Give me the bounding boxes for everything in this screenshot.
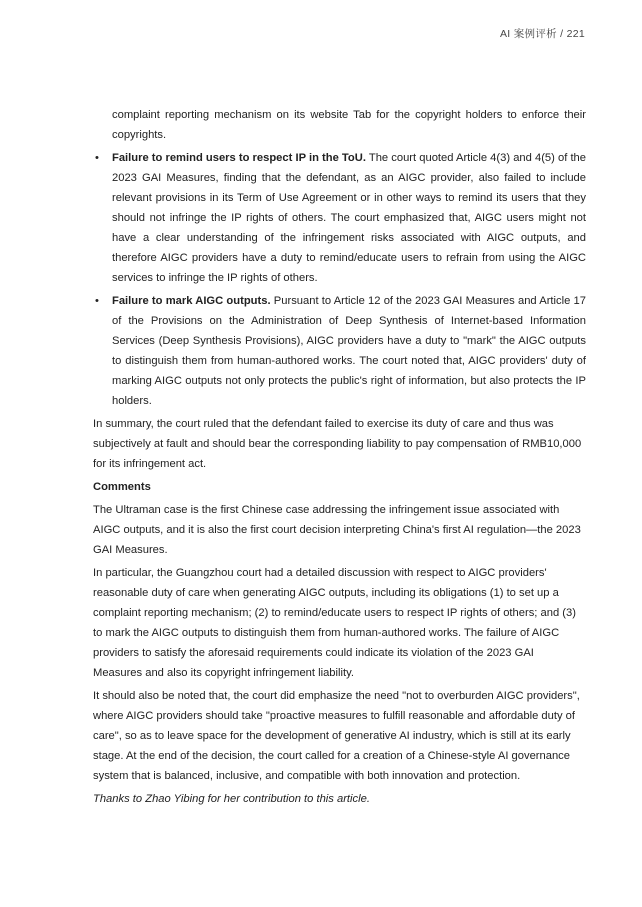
bullet-item-remind-users [95,148,586,288]
bullet-heading: Failure to mark AIGC outputs. [112,295,271,307]
comments-paragraph: It should also be noted that, the court did emphasize the need "not to overburden AIGC providers", where AIGC providers should take "proactive measures to fulfill reasonable and affordable duty of care", so as to leave space for the development of generative AI industry, which is still at its early stage. At the end of the decision, the court called for a creation of a Chinese-style AI governance system that is balanced, inclusive, and compatible with both innovation and protection. [93,690,580,782]
bullet-text: Pursuant to Article 12 of the 2023 GAI Measures and Article 17 of the Provisions on the Administration of Deep Synthesis of Internet-based Information Services (Deep Synthesis Provisions), AIGC providers have a duty to "mark" the AIGC outputs to distinguish them from human-authored works. The court noted that, AIGC providers' duty of marking AIGC outputs not only protects the public's right of information, but also protects the IP holders. [112,295,586,407]
bullet-icon: • [95,152,99,164]
acknowledgement: Thanks to Zhao Yibing for her contribution to this article. [93,793,370,805]
article-body [93,105,586,809]
running-head: AI 案例评析 / 221 [499,28,585,40]
summary-paragraph: In summary, the court ruled that the defendant failed to exercise its duty of care and thus was subjectively at fault and should bear the corresponding liability to pay compensation of RMB10,000 for its infringement act. [93,418,582,470]
bullet-heading: Failure to remind users to respect IP in the ToU. [112,152,366,164]
bullet-text: The court quoted Article 4(3) and 4(5) of the 2023 GAI Measures, finding that the defendant, as an AIGC provider, also failed to include relevant provisions in its Term of Use Agreement or in other ways to remind its users that they should not infringe the IP rights of others. The court emphasized that, AIGC users might not have a clear understanding of the infringement risks associated with AIGC outputs, and therefore AIGC providers have a duty to remind/educate users to refrain from using the AIGC services to infringe the IP rights of others. [112,152,586,284]
bullet-icon: • [95,295,99,307]
comments-paragraph: In particular, the Guangzhou court had a detailed discussion with respect to AIGC providers' reasonable duty of care when generating AIGC outputs, including its obligations (1) to set up a complaint reporting mechanism; (2) to remind/educate users to respect IP rights of others; and (3) to mark the AIGC outputs to distinguish them from human-authored works. The failure of AIGC providers to satisfy the aforesaid requirements could indicate its violation of the 2023 GAI Measures and also its copyright infringement liability. [93,567,576,679]
continuation-paragraph: complaint reporting mechanism on its website Tab for the copyright holders to enforce their copyrights. [112,109,586,141]
comments-paragraph: The Ultraman case is the first Chinese case addressing the infringement issue associated with AIGC outputs, and it is also the first court decision interpreting China's first AI regulation—the 2023 GAI Measures. [93,504,581,556]
bullet-item-mark-outputs [95,291,586,411]
comments-heading: Comments [93,481,151,493]
